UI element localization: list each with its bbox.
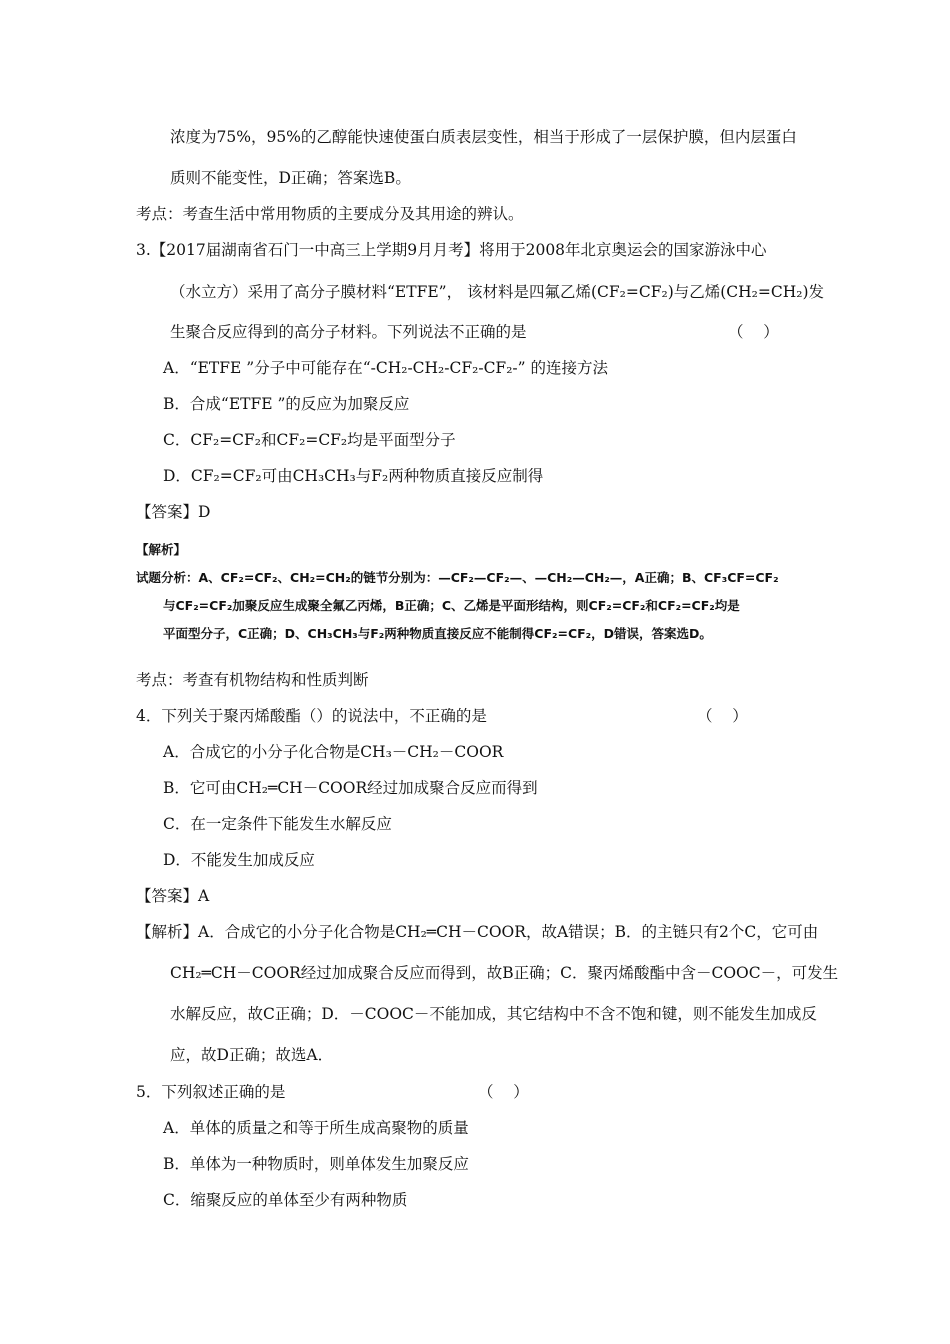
- option-a: A．“ETFE ”分子中可能存在“-CH₂-CH₂-CF₂-CF₂-” 的连接方法: [163, 359, 608, 377]
- answer-paren: （ ）: [697, 707, 748, 725]
- option-a: A．合成它的小分子化合物是CH₃－CH₂－COOR: [163, 743, 504, 761]
- text-line: 质则不能变性，D正确；答案选B。: [170, 169, 411, 187]
- analysis-label: 【解析】: [136, 542, 187, 557]
- option-b: B．合成“ETFE ”的反应为加聚反应: [163, 395, 410, 413]
- option-c: C．CF₂=CF₂和CF₂=CF₂均是平面型分子: [163, 431, 456, 449]
- answer-label: 【答案】D: [136, 503, 211, 521]
- option-c: C．在一定条件下能发生水解反应: [163, 815, 392, 833]
- text-line: 浓度为75%，95%的乙醇能快速使蛋白质表层变性，相当于形成了一层保护膜，但内层蛋白: [170, 128, 797, 146]
- answer-paren: （ ）: [728, 323, 779, 341]
- analysis-line: 与CF₂=CF₂加聚反应生成聚全氟乙丙烯，B正确；C、乙烯是平面形结构，则CF₂=CF₂和CF₂=CF₂均是: [163, 598, 740, 613]
- question-4-header: 4．下列关于聚丙烯酸酯（）的说法中，不正确的是: [136, 707, 487, 725]
- text-line: 生聚合反应得到的高分子材料。下列说法不正确的是: [170, 323, 527, 341]
- option-a: A．单体的质量之和等于所生成高聚物的质量: [163, 1119, 469, 1137]
- option-c: C．缩聚反应的单体至少有两种物质: [163, 1191, 408, 1209]
- answer-label: 【答案】A: [136, 887, 210, 905]
- option-b: B．单体为一种物质时，则单体发生加聚反应: [163, 1155, 469, 1173]
- analysis-line: 水解反应，故C正确；D．－COOC－不能加成，其它结构中不含不饱和键，则不能发生加成反: [170, 1005, 817, 1023]
- knowledge-point: 考点：考查有机物结构和性质判断: [136, 671, 369, 689]
- question-3-header: 3.【2017届湖南省石门一中高三上学期9月月考】将用于2008年北京奥运会的国家游泳中心: [136, 241, 767, 259]
- answer-paren: （ ）: [478, 1083, 529, 1101]
- analysis-line: 【解析】A．合成它的小分子化合物是CH₂═CH－COOR，故A错误；B．的主链只有2个C，它可由: [136, 923, 819, 941]
- text-line: （水立方）采用了高分子膜材料“ETFE”， 该材料是四氟乙烯(CF₂=CF₂)与乙烯(CH₂=CH₂)发: [170, 283, 824, 301]
- analysis-line: 平面型分子，C正确；D、CH₃CH₃与F₂两种物质直接反应不能制得CF₂=CF₂，D错误，答案选D。: [163, 626, 712, 641]
- analysis-line: 试题分析：A、CF₂=CF₂、CH₂=CH₂的链节分别为：—CF₂—CF₂—、—CH₂—CH₂—，A正确；B、CF₃CF=CF₂: [136, 570, 779, 585]
- option-d: D．CF₂=CF₂可由CH₃CH₃与F₂两种物质直接反应制得: [163, 467, 544, 485]
- analysis-line: 应，故D正确；故选A．: [170, 1046, 334, 1064]
- option-b: B．它可由CH₂═CH－COOR经过加成聚合反应而得到: [163, 779, 538, 797]
- question-5-header: 5．下列叙述正确的是: [136, 1083, 286, 1101]
- text-line: 考点：考查生活中常用物质的主要成分及其用途的辨认。: [136, 205, 524, 223]
- analysis-line: CH₂═CH－COOR经过加成聚合反应而得到，故B正确；C．聚丙烯酸酯中含－COOC－，可发生: [170, 964, 839, 982]
- option-d: D．不能发生加成反应: [163, 851, 315, 869]
